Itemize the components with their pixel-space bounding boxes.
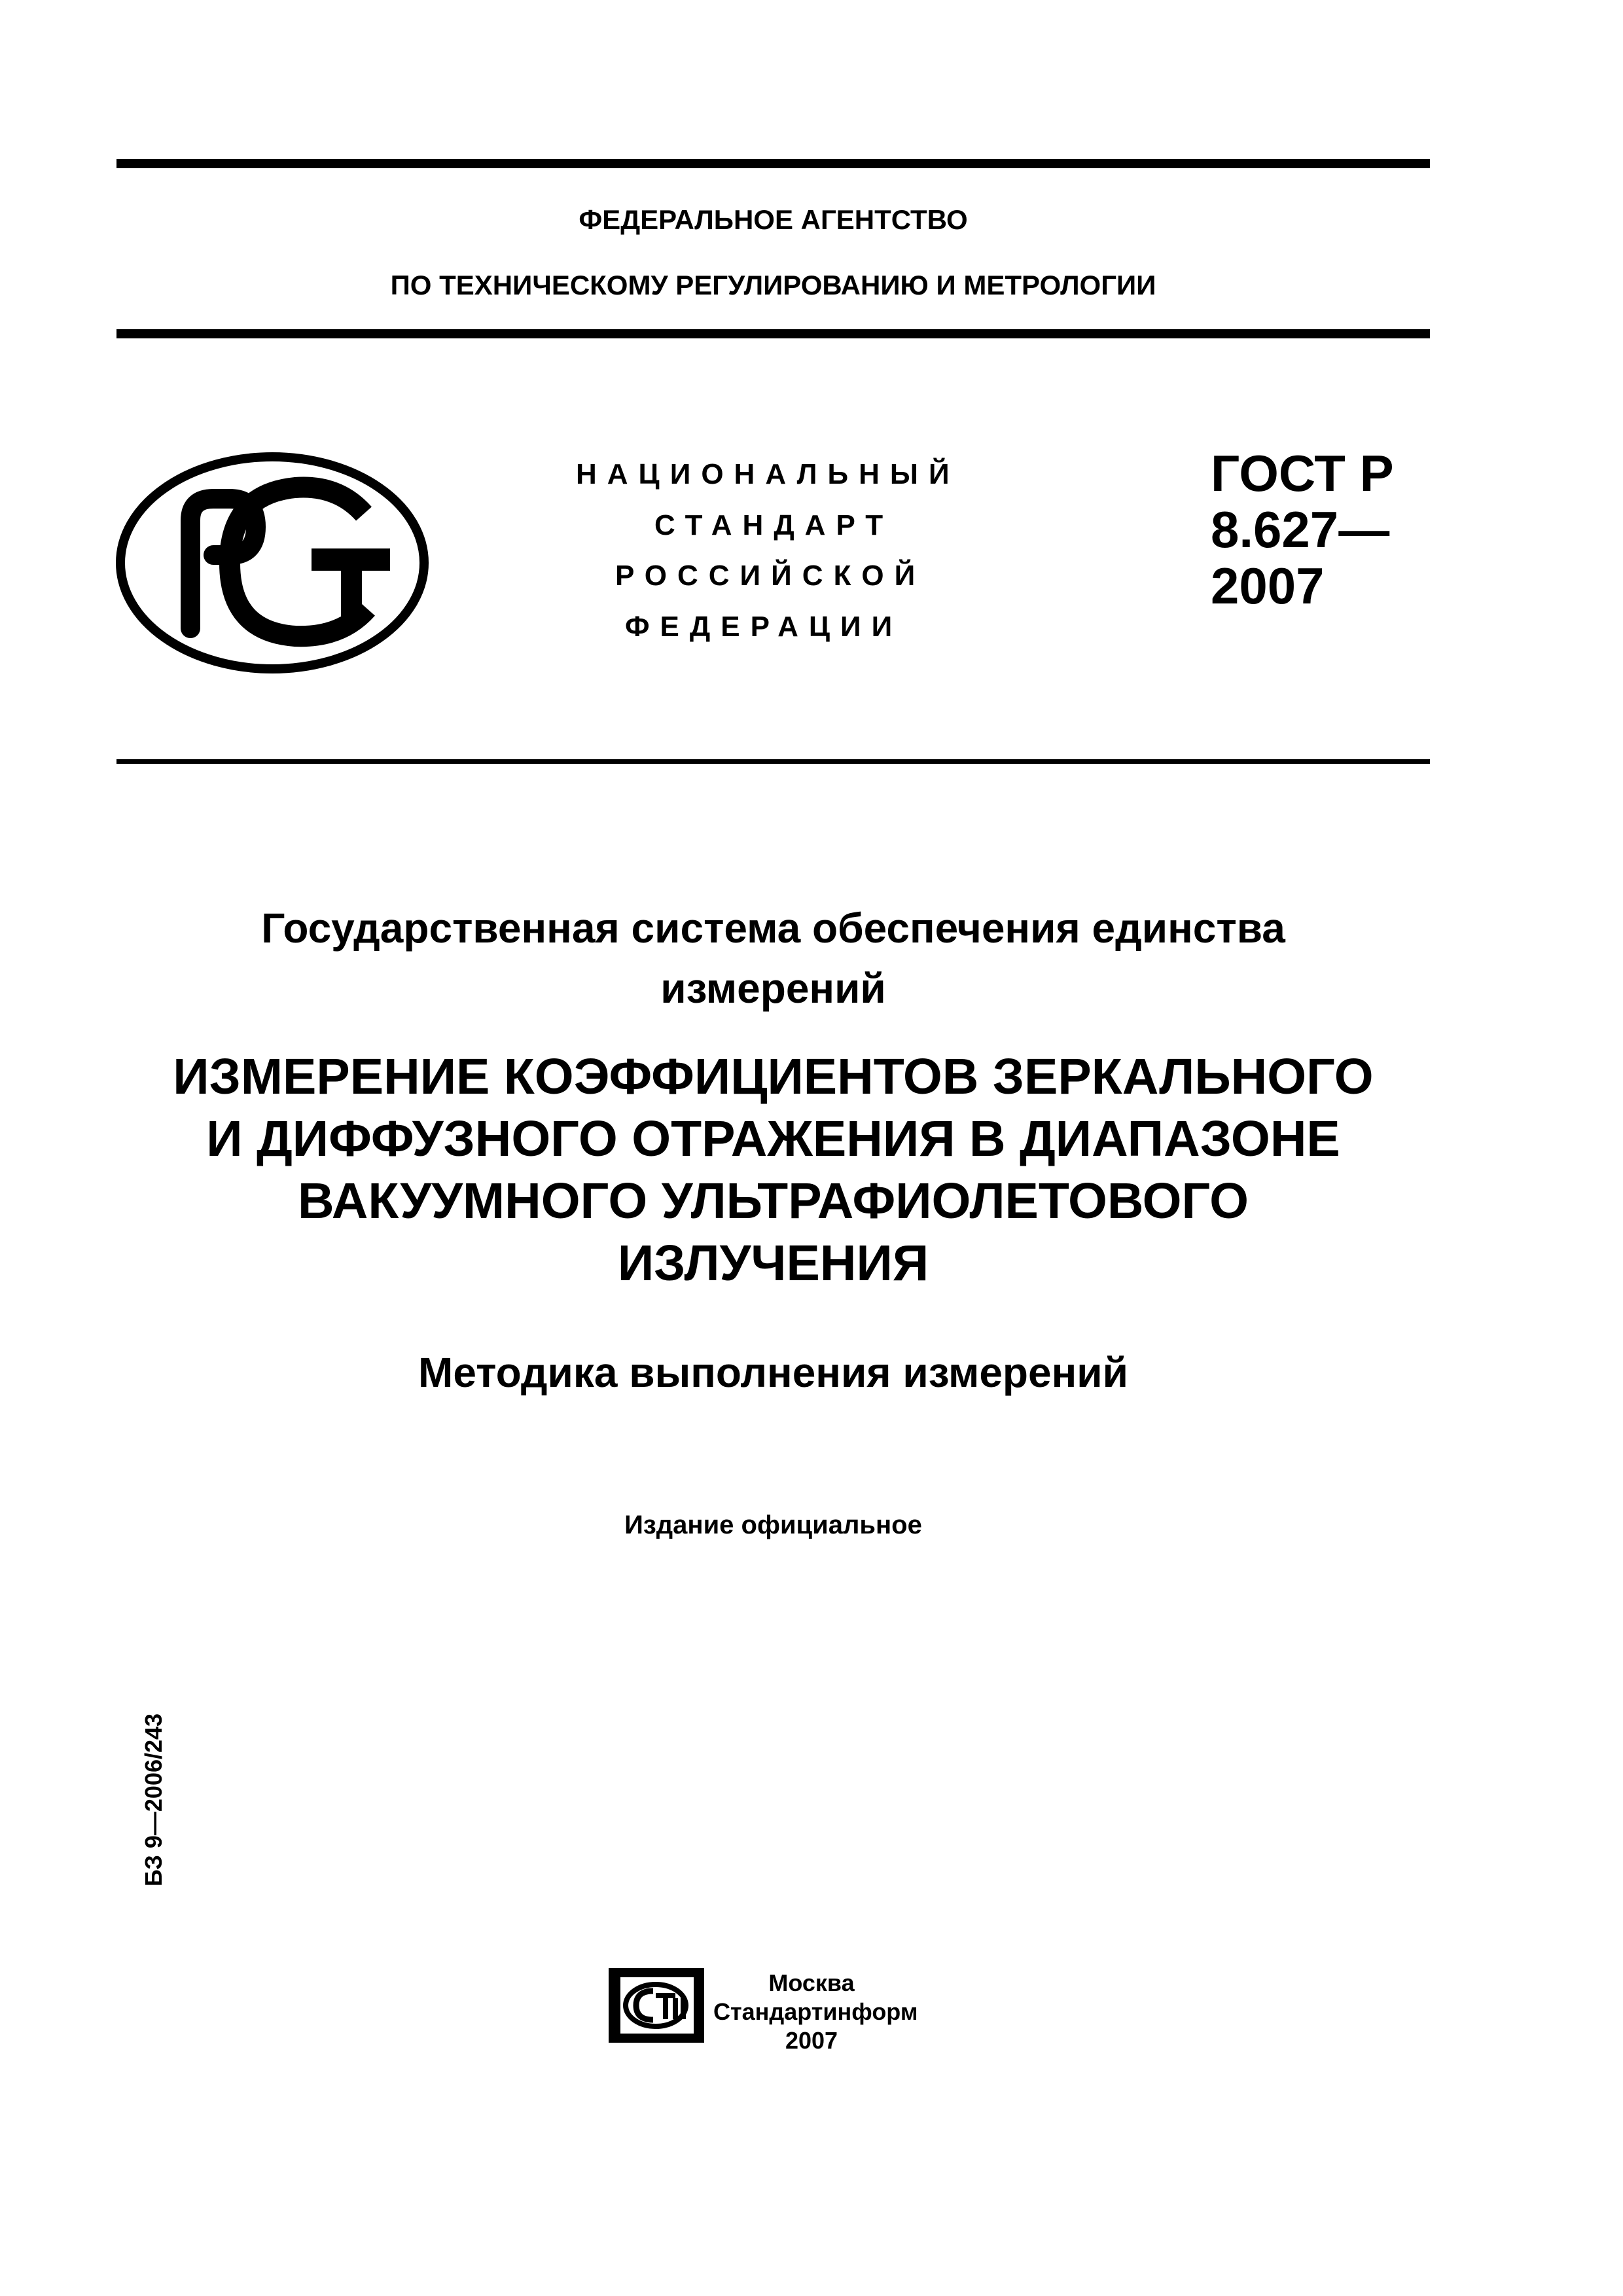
main-title-line-2: И ДИФФУЗНОГО ОТРАЖЕНИЯ В ДИАПАЗОНЕ	[206, 1111, 1340, 1167]
system-title-line-1: Государственная система обеспечения единства	[261, 905, 1285, 952]
publisher-logo	[607, 1967, 705, 2044]
agency-line-2: ПО ТЕХНИЧЕСКОМУ РЕГУЛИРОВАНИЮ И МЕТРОЛОГИИ	[390, 270, 1156, 300]
side-code: БЗ 9—2006/243	[140, 1713, 167, 1887]
system-title	[116, 898, 1430, 1018]
top-rule	[116, 159, 1430, 168]
gost-line-2: 8.627—	[1211, 501, 1390, 558]
main-title-line-1: ИЗМЕРЕНИЕ КОЭФФИЦИЕНТОВ ЗЕРКАЛЬНОГО	[173, 1049, 1374, 1105]
main-title-line-3: ВАКУУМНОГО УЛЬТРАФИОЛЕТОВОГО	[297, 1173, 1249, 1229]
gost-logo	[115, 452, 429, 674]
national-line-2: СТАНДАРТ	[654, 509, 894, 541]
national-line-4: ФЕДЕРАЦИИ	[625, 611, 903, 643]
gost-designation	[1211, 445, 1394, 614]
publisher-city: Москва	[768, 1969, 855, 1996]
main-title	[79, 1046, 1468, 1295]
publisher-text	[713, 1969, 918, 2055]
gost-line-3: 2007	[1211, 557, 1325, 615]
publisher-name: Стандартинформ	[713, 1998, 918, 2025]
standard-block-rule	[116, 759, 1430, 764]
main-title-line-4: ИЗЛУЧЕНИЯ	[617, 1235, 929, 1291]
national-line-3: РОССИЙСКОЙ	[615, 560, 926, 592]
agency-line-1: ФЕДЕРАЛЬНОЕ АГЕНТСТВО	[579, 204, 968, 235]
sti-logo-icon	[607, 1967, 705, 2044]
publisher-year: 2007	[785, 2027, 838, 2054]
edition-note: Издание официальное	[624, 1511, 922, 1539]
rst-emblem-icon	[115, 452, 429, 674]
subtitle: Методика выполнения измерений	[418, 1349, 1128, 1396]
national-line-1: НАЦИОНАЛЬНЫЙ	[576, 458, 960, 490]
header-bottom-rule	[116, 329, 1430, 338]
system-title-line-2: измерений	[660, 965, 886, 1012]
gost-line-1: ГОСТ Р	[1211, 444, 1394, 502]
